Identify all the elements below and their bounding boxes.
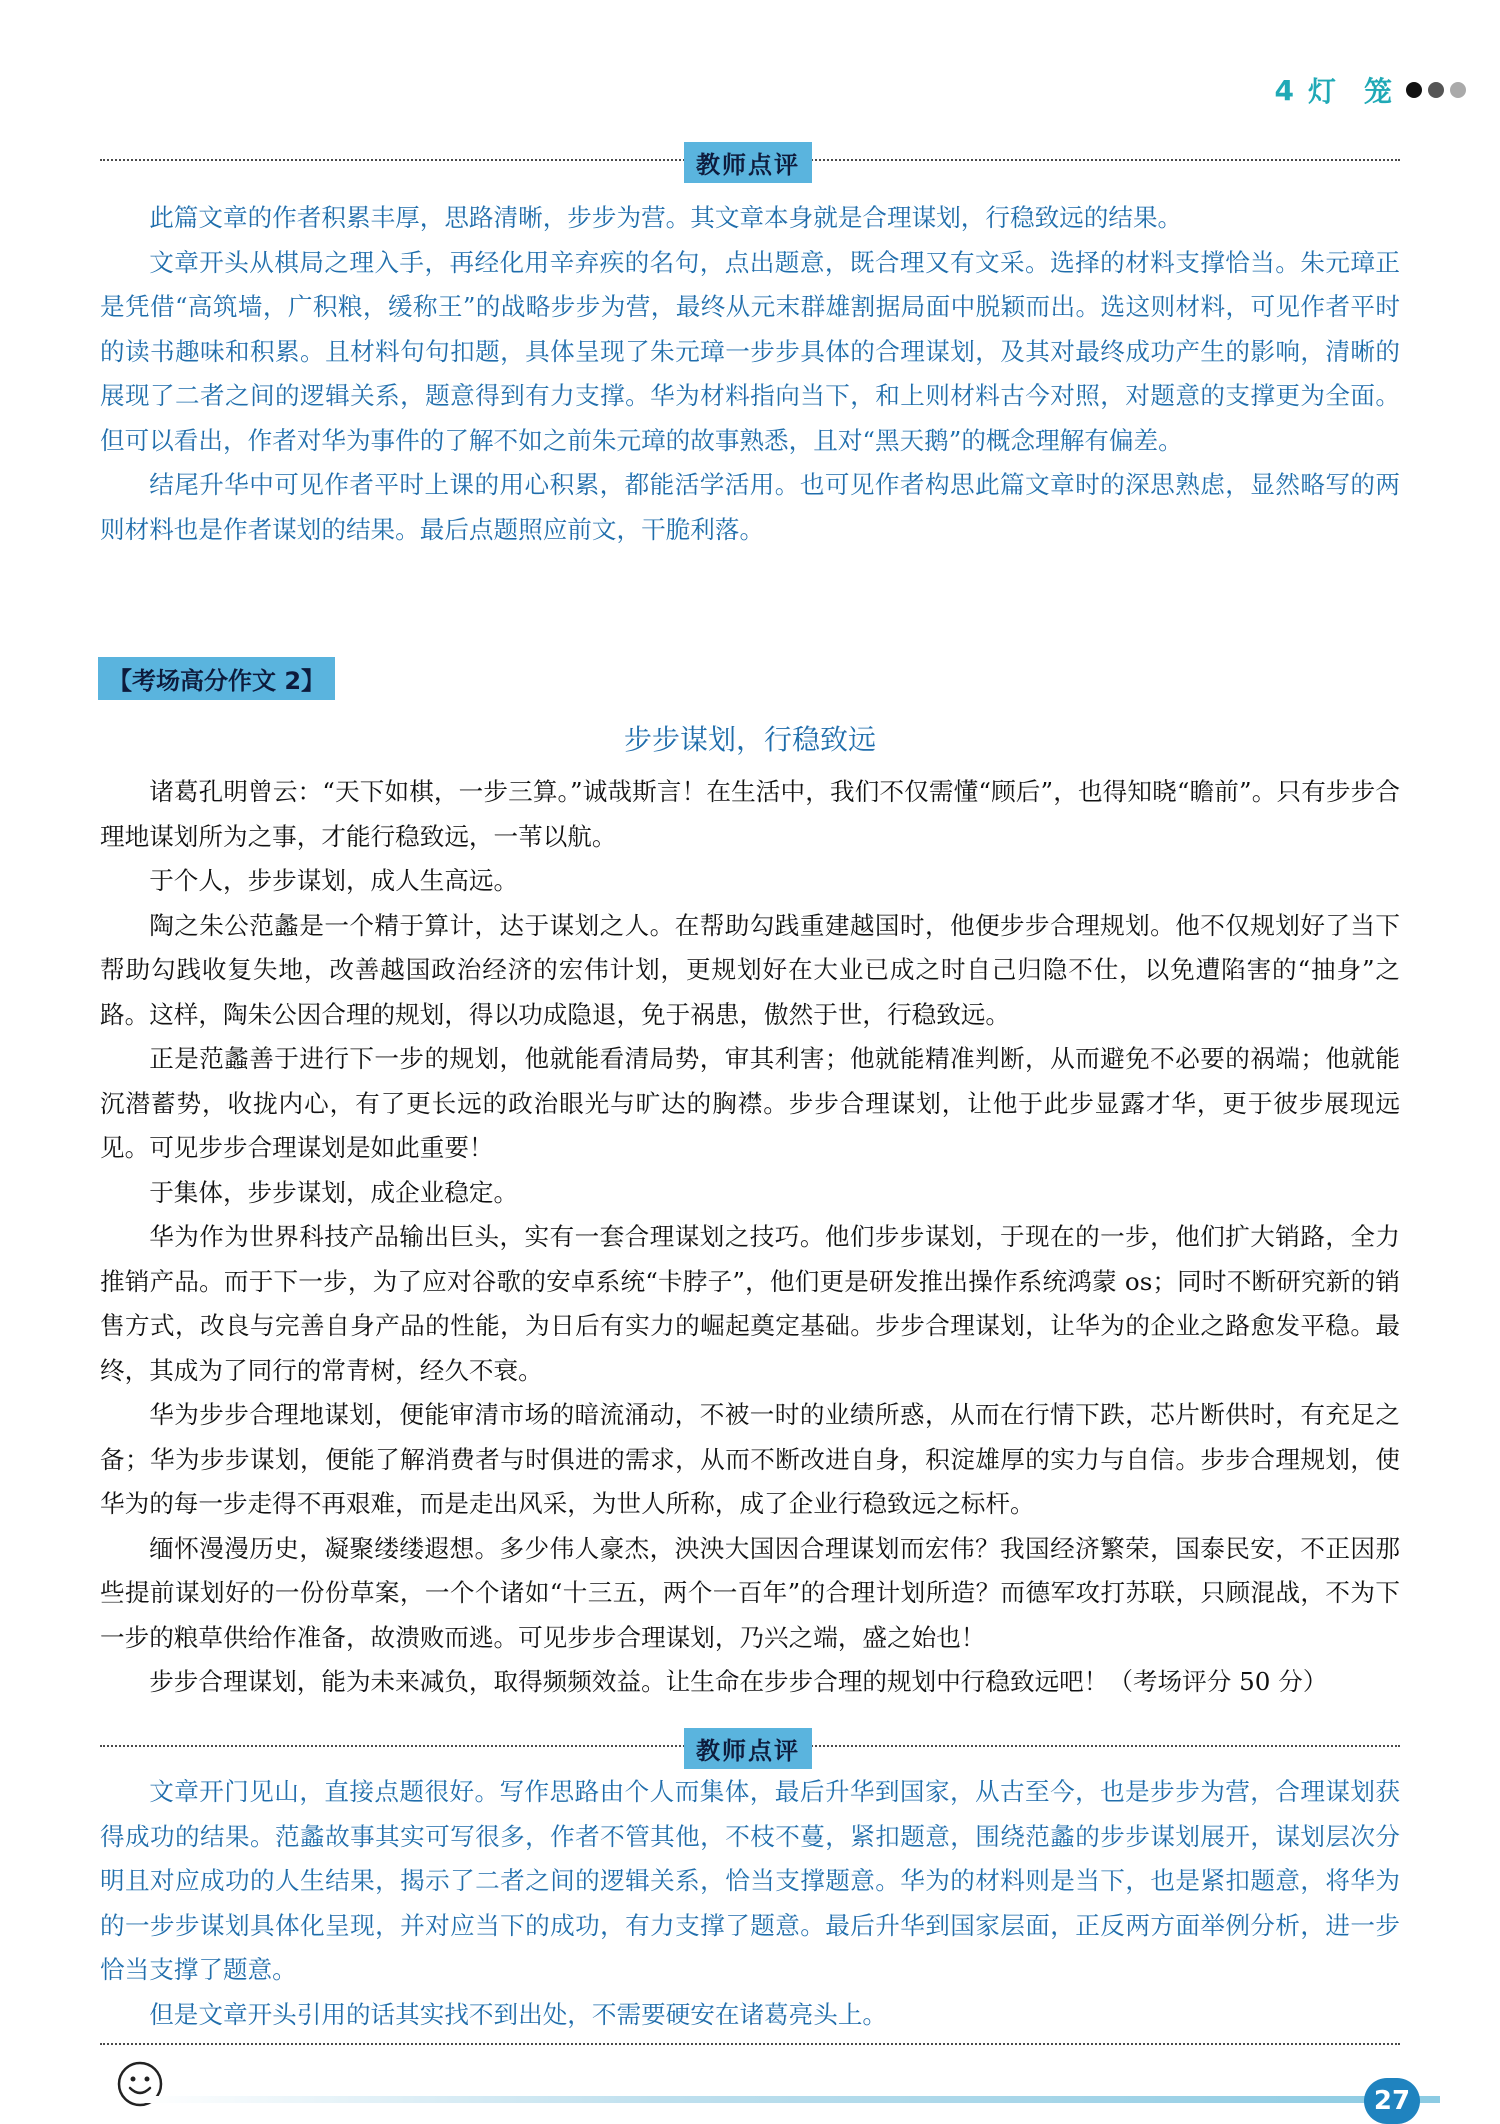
essay-paragraph: 缅怀漫漫历史，凝聚缕缕遐想。多少伟人豪杰，泱泱大国因合理谋划而宏伟？我国经济繁荣，国泰民安，不正因那些提前谋划好的一份份草案，一个个诸如“十三五，两个一百年”的合理计划所造？而德军攻打苏联，只顾混战，不为下一步的粮草供给作准备，故溃败而逃。可见步步合理谋划，乃兴之端，盛之始也！ [100, 1533, 1400, 1652]
essay-paragraph: 陶之朱公范蠡是一个精于算计，达于谋划之人。在帮助勾践重建越国时，他便步步合理规划。他不仅规划好了当下帮助勾践收复失地，改善越国政治经济的宏伟计划，更规划好在大业已成之时自己归隐不仕，以免遭陷害的“抽身”之路。这样，陶朱公因合理的规划，得以功成隐退，免于祸患，傲然于世，行稳致远。 [100, 910, 1400, 1029]
essay-paragraph: 诸葛孔明曾云：“天下如棋，一步三算。”诚哉斯言！在生活中，我们不仅需懂“顾后”，也得知晓“瞻前”。只有步步合理地谋划所为之事，才能行稳致远，一苇以航。 [100, 777, 1400, 851]
dot-icon [1450, 82, 1466, 98]
essay-paragraph: 步步合理谋划，能为未来减负，取得频频效益。让生命在步步合理的规划中行稳致远吧！（考场评分 50 分） [149, 1667, 1328, 1696]
essay-title: 步步谋划，行稳致远 [623, 723, 876, 756]
dot-icon [1406, 82, 1422, 98]
divider-bottom [100, 2043, 1400, 2045]
essay-paragraph: 于集体，步步谋划，成企业稳定。 [149, 1177, 519, 1207]
review1-paragraph: 结尾升华中可见作者平时上课的用心积累，都能活学活用。也可见作者构思此篇文章时的深思熟虑，显然略写的两则材料也是作者谋划的结果。最后点题照应前文，干脆利落。 [100, 470, 1400, 544]
review1-paragraph: 此篇文章的作者积累丰厚，思路清晰，步步为营。其文章本身就是合理谋划，行稳致远的结果。 [149, 203, 1183, 232]
page-number: 27 [1364, 2078, 1420, 2124]
essay-paragraph: 华为步步合理地谋划，便能审清市场的暗流涌动，不被一时的业绩所惑，从而在行情下跌，芯片断供时，有充足之备；华为步步谋划，便能了解消费者与时俱进的需求，从而不断改进自身，积淀雄厚的实力与自信。步步合理规划，使华为的每一步走得不再艰难，而是走出风采，为世人所称，成了企业行稳致远之标杆。 [100, 1400, 1400, 1518]
review1-badge: 教师点评 [684, 142, 812, 183]
essay-tag: 【考场高分作文 2】 [98, 657, 335, 700]
review2-badge: 教师点评 [684, 1728, 812, 1769]
dot-icon [1428, 82, 1444, 98]
footer-line [140, 2096, 1440, 2103]
review1-paragraph: 文章开头从棋局之理入手，再经化用辛弃疾的名句，点出题意，既合理又有文采。选择的材料支撑恰当。朱元璋正是凭借“高筑墙，广积粮，缓称王”的战略步步为营，最终从元末群雄割据局面中脱颖而出。选这则材料，可见作者平时的读书趣味和积累。且材料句句扣题，具体呈现了朱元璋一步步具体的合理谋划，及其对最终成功产生的影响，清晰的展现了二者之间的逻辑关系，题意得到有力支撑。华为材料指向当下，和上则材料古今对照，对题意的支撑更为全面。但可以看出，作者对华为事件的了解不如之前朱元璋的故事熟悉，且对“黑天鹅”的概念理解有偏差。 [100, 247, 1400, 455]
review1-body [100, 196, 1400, 552]
chapter-number: 4 [1274, 73, 1294, 107]
review2-paragraph: 但是文章开头引用的话其实找不到出处，不需要硬安在诸葛亮头上。 [149, 1999, 888, 2029]
essay-paragraph: 华为作为世界科技产品输出巨头，实有一套合理谋划之技巧。他们步步谋划，于现在的一步，他们扩大销路，全力推销产品。而于下一步，为了应对谷歌的安卓系统“卡脖子”，他们更是研发推出操作系统鸿蒙 os；同时不断研究新的销售方式，改良与完善自身产品的性能，为日后有实力的崛起奠定基础。步步合理谋划，让华为的企业之路愈发平稳。最终，其成为了同行的常青树，经久不衰。 [100, 1222, 1400, 1385]
chapter-header [1275, 70, 1467, 110]
header-dots [1406, 82, 1466, 98]
chapter-title: 灯 笼 [1307, 75, 1392, 108]
review2-body [100, 1770, 1400, 2037]
essay-paragraph: 正是范蠡善于进行下一步的规划，他就能看清局势，审其利害；他就能精准判断，从而避免不必要的祸端；他就能沉潜蓄势，收拢内心，有了更长远的政治眼光与旷达的胸襟。步步合理谋划，让他于此步显露才华，更于彼步展现远见。可见步步合理谋划是如此重要！ [100, 1044, 1400, 1162]
essay-body [100, 770, 1400, 1705]
review2-paragraph: 文章开门见山，直接点题很好。写作思路由个人而集体，最后升华到国家，从古至今，也是步步为营，合理谋划获得成功的结果。范蠡故事其实可写很多，作者不管其他，不枝不蔓，紧扣题意，围绕范蠡的步步谋划展开，谋划层次分明且对应成功的人生结果，揭示了二者之间的逻辑关系，恰当支撑题意。华为的材料则是当下，也是紧扣题意，将华为的一步步谋划具体化呈现，并对应当下的成功，有力支撑了题意。最后升华到国家层面，正反两方面举例分析，进一步恰当支撑了题意。 [100, 1777, 1400, 1984]
essay-paragraph: 于个人，步步谋划，成人生高远。 [149, 866, 519, 895]
